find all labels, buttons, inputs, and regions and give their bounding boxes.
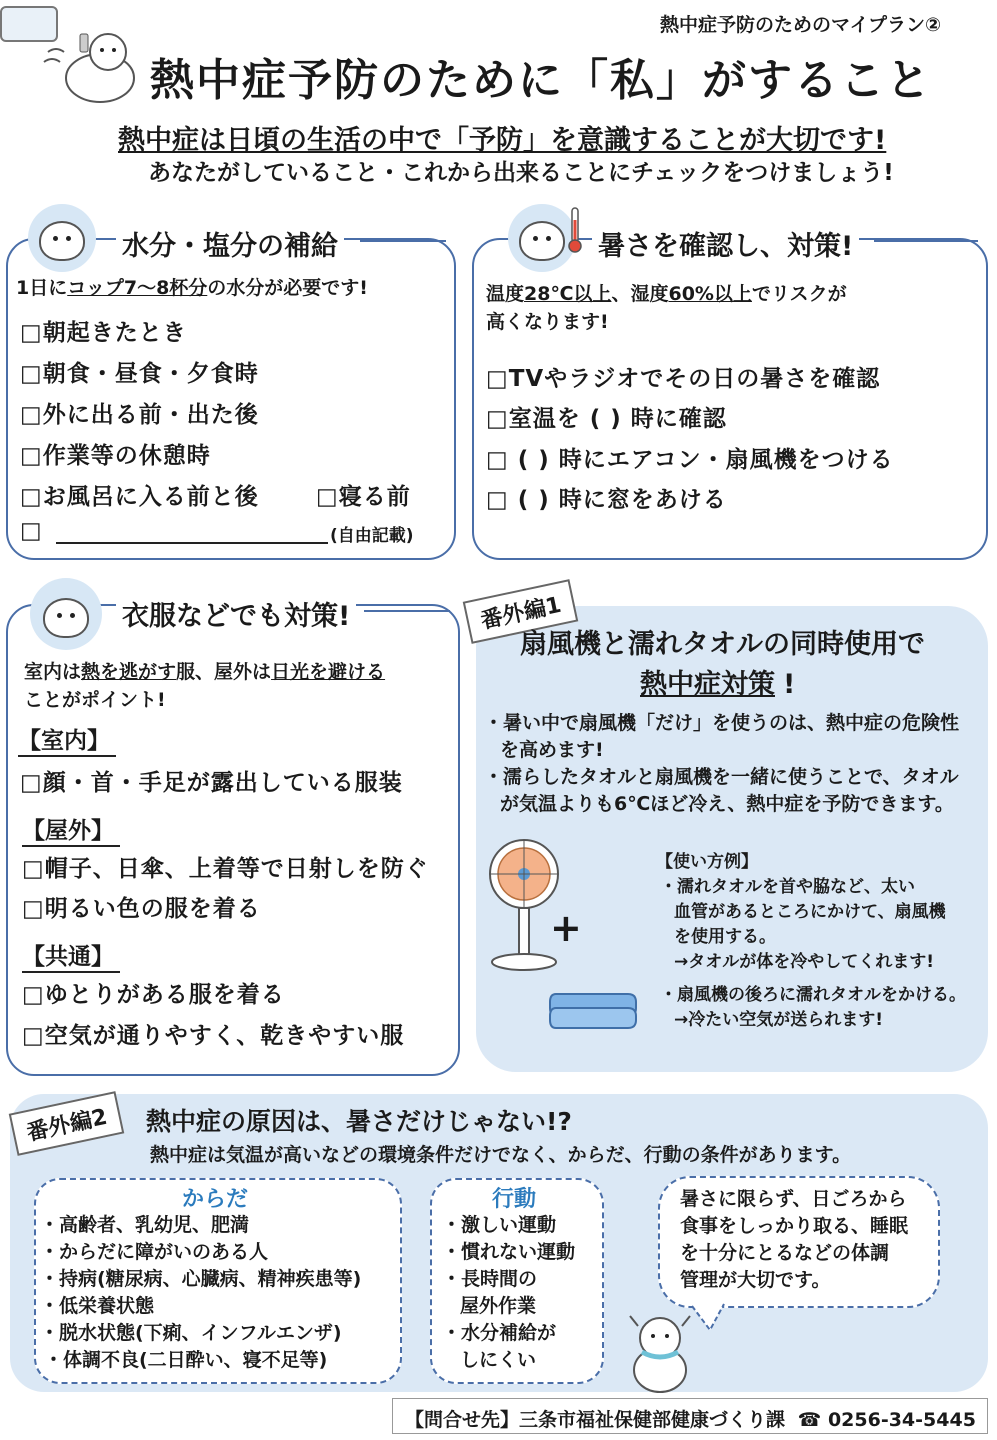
- subtitle-instruction: あなたがしていること・これから出来ることにチェックをつけましょう!: [148, 160, 894, 186]
- polar-bear-cheering-illustration: [620, 1308, 700, 1394]
- extra1-badge: 番外編1: [463, 579, 579, 644]
- clothes-check-exposed[interactable]: □顔・首・手足が露出している服装: [20, 770, 403, 796]
- usage-line-6: →冷たい空気が送られます!: [674, 1010, 883, 1030]
- heat-note-humidity: 60%以上: [668, 283, 752, 305]
- clothes-check-hat[interactable]: □帽子、日傘、上着等で日射しを防ぐ: [22, 856, 429, 882]
- water-note-post: の水分が必要です!: [207, 277, 368, 299]
- extra2-title: 熱中症の原因は、暑さだけじゃない!?: [146, 1107, 572, 1136]
- extra1-line-1: ・暑い中で扇風機「だけ」を使うのは、熱中症の危険性: [484, 712, 960, 734]
- body-factor-5: ・脱水状態(下痢、インフルエンザ): [40, 1322, 342, 1344]
- heat-title-rule: [874, 240, 978, 242]
- body-factor-1: ・高齢者、乳幼児、肥満: [40, 1214, 250, 1236]
- action-factor-3b: 屋外作業: [460, 1295, 537, 1317]
- contact-text: 【問合せ先】三条市福祉保健部健康づくり課: [405, 1409, 786, 1431]
- water-note-highlight: コップ7～8杯分: [67, 277, 208, 299]
- free-entry-label: (自由記載): [330, 526, 414, 546]
- heat-check-note: [486, 280, 847, 336]
- extra1-title-line1: 扇風機と濡れタオルの同時使用で: [520, 629, 925, 660]
- body-factor-2: ・からだに障がいのある人: [40, 1241, 269, 1263]
- water-check-bedtime[interactable]: □寝る前: [316, 484, 411, 510]
- advice-line-4: 管理が大切です。: [680, 1269, 831, 1291]
- heat-note-f: 高くなります!: [486, 311, 609, 333]
- clothes-check-bright[interactable]: □明るい色の服を着る: [22, 896, 261, 922]
- water-check-meals[interactable]: □朝食・昼食・夕食時: [20, 361, 259, 387]
- clothes-note-e: ことがポイント!: [24, 689, 166, 711]
- advice-line-2: 食事をしっかり取る、睡眠: [680, 1215, 909, 1237]
- body-factors-title: からだ: [182, 1187, 249, 1212]
- polar-bear-hat-icon: [30, 578, 102, 650]
- extra1-title-tail: !: [783, 669, 796, 700]
- heat-check-room-temp[interactable]: □室温を ( ) 時に確認: [486, 406, 727, 432]
- clothes-note-c: 服、屋外は: [176, 661, 272, 683]
- usage-heading: 【使い方例】: [656, 852, 758, 872]
- polar-bear-drinking-icon: [28, 204, 96, 272]
- plus-sign: +: [550, 906, 582, 950]
- extra1-line-2: を高めます!: [500, 739, 604, 761]
- clothes-note-indoor: 熱を逃がす: [81, 661, 177, 683]
- action-factors-title: 行動: [492, 1187, 537, 1212]
- contact-box: [392, 1398, 988, 1434]
- clothes-title-rule: [364, 610, 450, 612]
- clothes-note-a: 室内は: [24, 661, 82, 683]
- action-factor-4b: しにくい: [460, 1349, 537, 1371]
- extra1-title-line2: [640, 662, 795, 701]
- usage-line-3: を使用する。: [674, 927, 776, 947]
- polar-bear-fan-illustration: [38, 28, 138, 108]
- clothes-note: [24, 658, 385, 714]
- action-factor-3: ・長時間の: [442, 1268, 538, 1290]
- heat-note-c: 、湿度: [611, 283, 669, 305]
- extra1-line-4: が気温よりも6℃ほど冷え、熱中症を予防できます。: [500, 793, 954, 815]
- water-note-pre: 1日に: [16, 277, 68, 299]
- action-factor-2: ・慣れない運動: [442, 1241, 576, 1263]
- usage-line-5: ・扇風機の後ろに濡れタオルをかける。: [660, 985, 966, 1005]
- body-factor-4: ・低栄養状態: [40, 1295, 155, 1317]
- usage-line-1: ・濡れタオルを首や脇など、太い: [660, 877, 915, 897]
- extra1-line-3: ・濡らしたタオルと扇風機を一緒に使うことで、タオル: [484, 766, 959, 788]
- advice-line-1: 暑さに限らず、日ごろから: [680, 1188, 907, 1210]
- water-card-title: 水分・塩分の補給: [116, 224, 344, 263]
- phone-icon: ☎: [797, 1409, 822, 1431]
- free-entry-line[interactable]: [56, 542, 328, 544]
- clothes-check-loose[interactable]: □ゆとりがある服を着る: [22, 982, 285, 1008]
- heat-check-window[interactable]: □ ( ) 時に窓をあける: [486, 487, 727, 513]
- heat-note-temp: 28℃以上: [524, 283, 612, 305]
- extra2-description: 熱中症は気温が高いなどの環境条件だけでなく、からだ、行動の条件があります。: [150, 1144, 852, 1166]
- common-heading: 【共通】: [22, 938, 120, 973]
- indoor-heading: 【室内】: [18, 722, 116, 757]
- clothes-card-title: 衣服などでも対策!: [116, 594, 356, 633]
- clothes-note-outdoor: 日光を避ける: [271, 661, 386, 683]
- heat-check-title: 暑さを確認し、対策!: [592, 224, 859, 263]
- water-check-bath[interactable]: □お風呂に入る前と後: [20, 484, 259, 510]
- water-check-going-out[interactable]: □外に出る前・出た後: [20, 402, 259, 428]
- contact-phone[interactable]: 0256-34-5445: [827, 1409, 976, 1431]
- extra1-title-highlight: 熱中症対策: [640, 669, 775, 700]
- water-check-free[interactable]: □: [20, 518, 43, 544]
- water-title-rule: [360, 240, 446, 242]
- thermometer-icon: [566, 206, 584, 254]
- wet-towel-illustration: [548, 984, 644, 1032]
- outdoor-heading: 【屋外】: [22, 812, 120, 847]
- plan-label: 熱中症予防のためのマイプラン②: [660, 14, 942, 36]
- clothes-check-breathable[interactable]: □空気が通りやすく、乾きやすい服: [22, 1023, 405, 1049]
- page-title: 熱中症予防のために「私」がすること: [150, 55, 932, 106]
- body-factor-3: ・持病(糖尿病、心臓病、精神疾患等): [40, 1268, 362, 1290]
- action-factor-4: ・水分補給が: [442, 1322, 557, 1344]
- advice-line-3: を十分にとるなどの体調: [680, 1242, 890, 1264]
- heat-check-tv-radio[interactable]: □TVやラジオでその日の暑さを確認: [486, 366, 881, 392]
- action-factor-1: ・激しい運動: [442, 1214, 557, 1236]
- heat-check-aircon[interactable]: □ ( ) 時にエアコン・扇風機をつける: [486, 447, 894, 473]
- water-check-wakeup[interactable]: □朝起きたとき: [20, 320, 187, 346]
- usage-line-4: →タオルが体を冷やしてくれます!: [674, 952, 934, 972]
- heat-note-a: 温度: [486, 283, 525, 305]
- extra2-badge: 番外編2: [9, 1091, 125, 1156]
- water-check-breaks[interactable]: □作業等の休憩時: [20, 443, 211, 469]
- electric-fan-illustration: [486, 836, 562, 974]
- usage-line-2: 血管があるところにかけて、扇風機: [674, 902, 946, 922]
- water-note: [16, 274, 368, 302]
- subtitle-main: 熱中症は日頃の生活の中で「予防」を意識することが大切です!: [118, 125, 887, 156]
- heat-note-e: でリスクが: [751, 283, 847, 305]
- body-factor-6: ・体調不良(二日酔い、寝不足等): [44, 1349, 328, 1371]
